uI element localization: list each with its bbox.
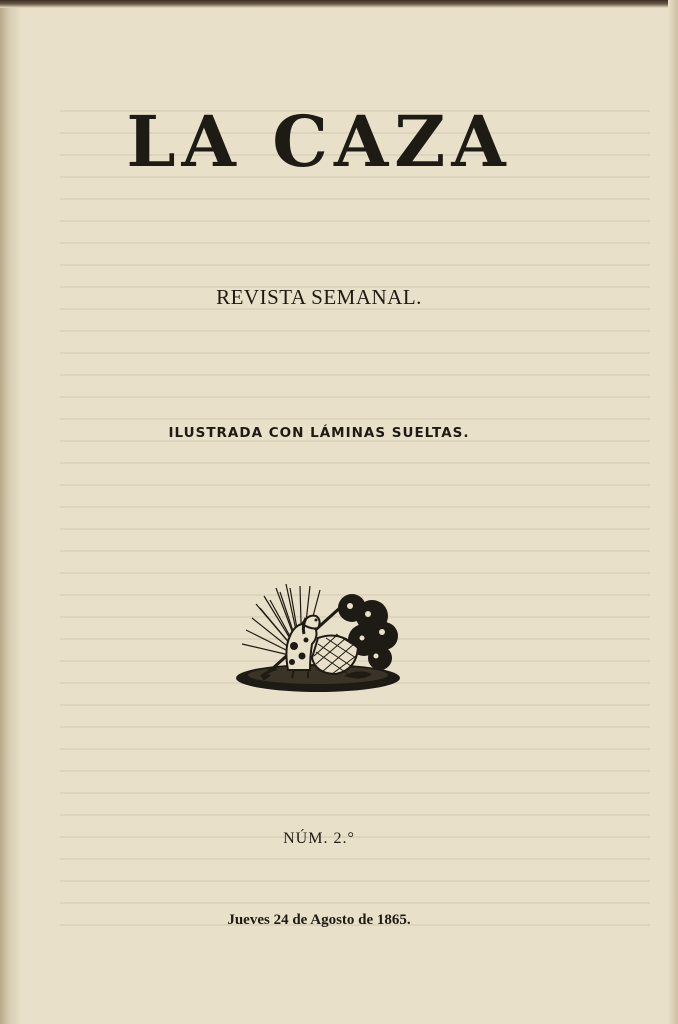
show-through-text bbox=[60, 110, 650, 930]
page-edge bbox=[668, 0, 678, 1024]
masthead-title: LA CAZA bbox=[126, 100, 512, 183]
masthead-tagline: ILUSTRADA CON LÁMINAS SUELTAS. bbox=[168, 425, 470, 441]
issue-date: Jueves 24 de Agosto de 1865. bbox=[227, 912, 411, 928]
masthead-subtitle: REVISTA SEMANAL. bbox=[216, 285, 422, 309]
issue-number: NÚM. 2.° bbox=[283, 830, 355, 847]
top-edge bbox=[0, 0, 678, 8]
hunting-dog-game-bag-engraving-icon bbox=[232, 578, 404, 696]
